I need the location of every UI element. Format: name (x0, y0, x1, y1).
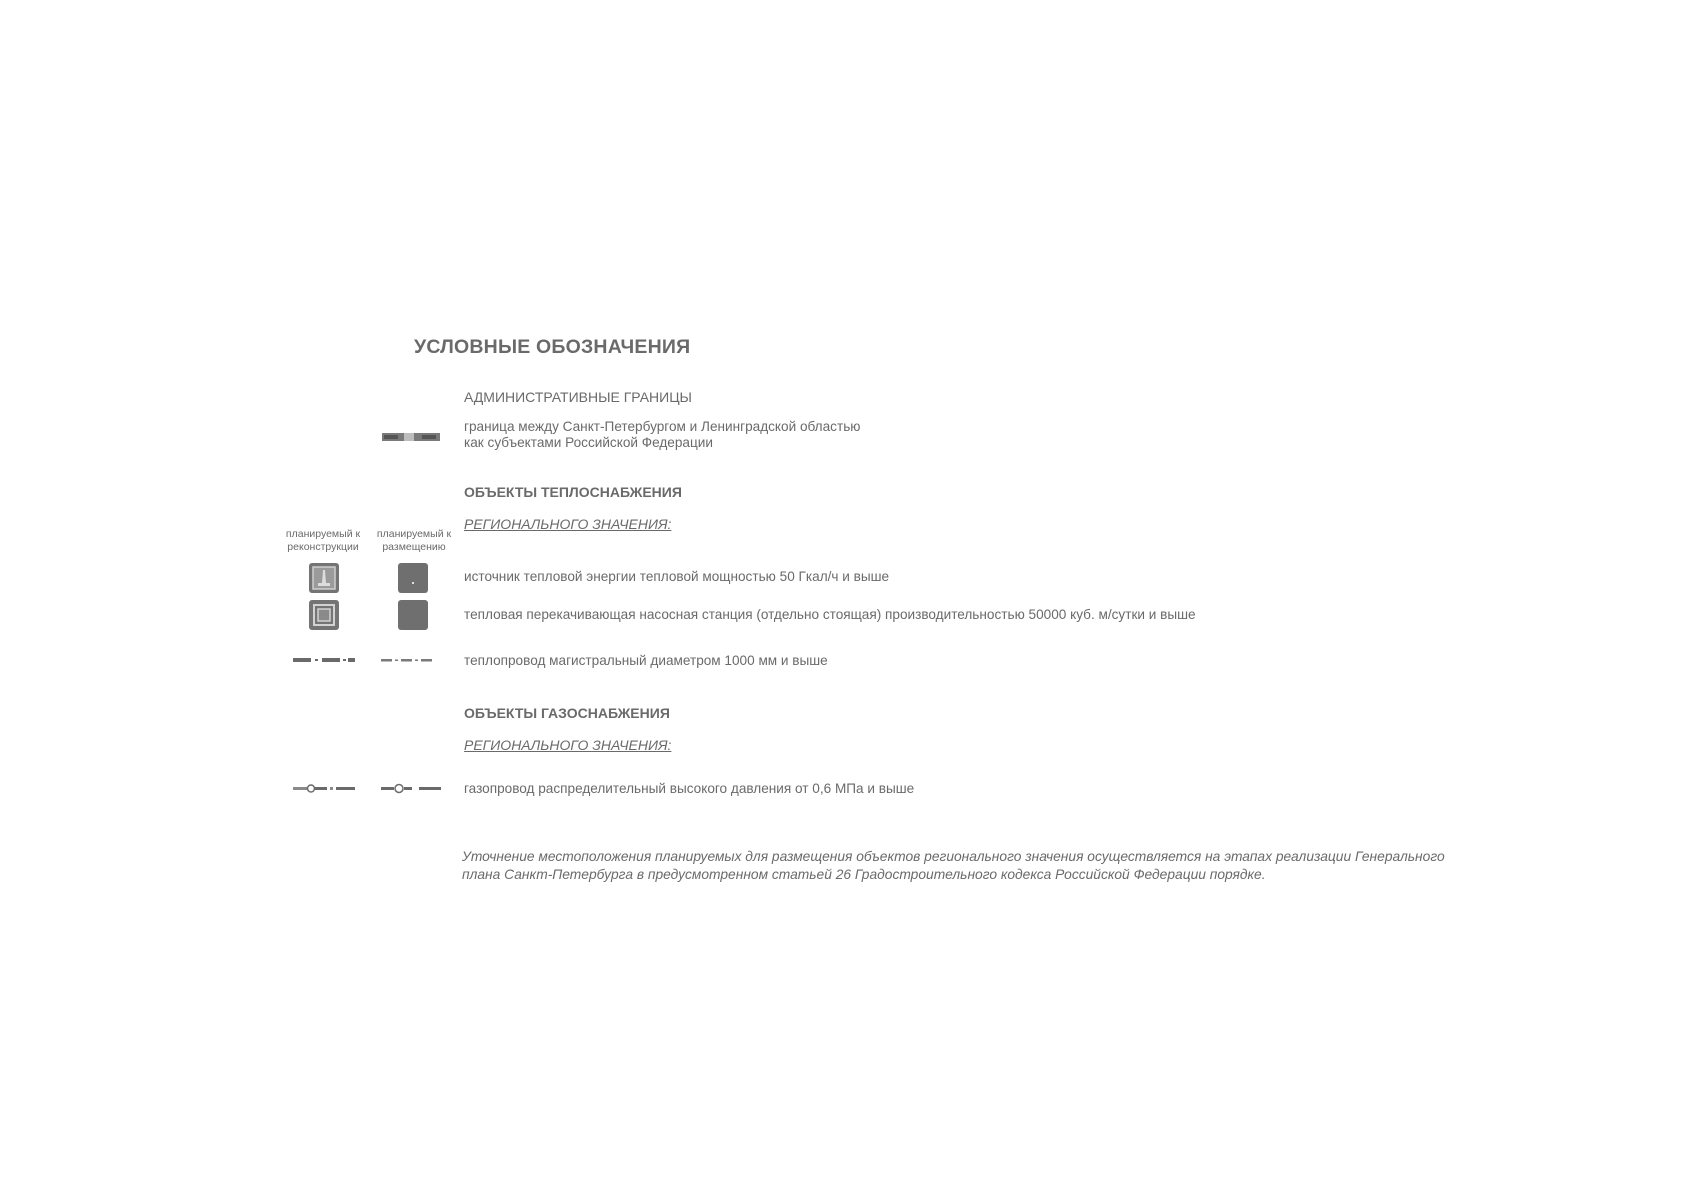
pump-station-reconstruction-icon (309, 600, 339, 630)
gas-heading: ОБЪЕКТЫ ГАЗОСНАБЖЕНИЯ (464, 705, 670, 721)
gas-pipeline-reconstruction-symbol (293, 782, 355, 794)
border-label-line1: граница между Санкт-Петербургом и Ленинградской областью (464, 419, 861, 434)
admin-heading: АДМИНИСТРАТИВНЫЕ ГРАНИЦЫ (464, 389, 692, 405)
heat-source-reconstruction-icon (309, 563, 339, 593)
column-header-placement: планируемый к размещению (376, 528, 452, 553)
pump-station-placement-icon (398, 600, 428, 630)
gas-pipeline-placement-symbol (381, 782, 441, 794)
heat-heading: ОБЪЕКТЫ ТЕПЛОСНАБЖЕНИЯ (464, 484, 682, 500)
border-label-line2: как субъектами Российской Федерации (464, 435, 713, 450)
heat-source-placement-icon (398, 563, 428, 593)
heat-pipeline-placement-symbol (381, 655, 437, 665)
heat-pipeline-reconstruction-symbol (293, 655, 355, 665)
heat-source-label: источник тепловой энергии тепловой мощностью 50 Гкал/ч и выше (464, 569, 890, 584)
gas-subheading: РЕГИОНАЛЬНОГО ЗНАЧЕНИЯ: (464, 737, 672, 753)
pump-station-label: тепловая перекачивающая насосная станция (отдельно стоящая) производительностью 50000 куб. м/сутки и выше (464, 607, 1196, 622)
legend-title: УСЛОВНЫЕ ОБОЗНАЧЕНИЯ (414, 336, 691, 358)
region-border-symbol (382, 430, 440, 444)
gas-pipeline-label: газопровод распределительный высокого давления от 0,6 МПа и выше (464, 781, 915, 796)
heat-subheading: РЕГИОНАЛЬНОГО ЗНАЧЕНИЯ: (464, 516, 672, 532)
heat-pipeline-label: теплопровод магистральный диаметром 1000 мм и выше (464, 653, 828, 668)
column-header-reconstruction: планируемый к реконструкции (285, 528, 361, 553)
footnote: Уточнение местоположения планируемых для размещения объектов регионального значения осуществляется на этапах реализации Генерального плана Санкт-Петербурга в предусмотренном статьей 26 Градостроительного кодекса Российской Федерации порядке. (462, 849, 1445, 882)
